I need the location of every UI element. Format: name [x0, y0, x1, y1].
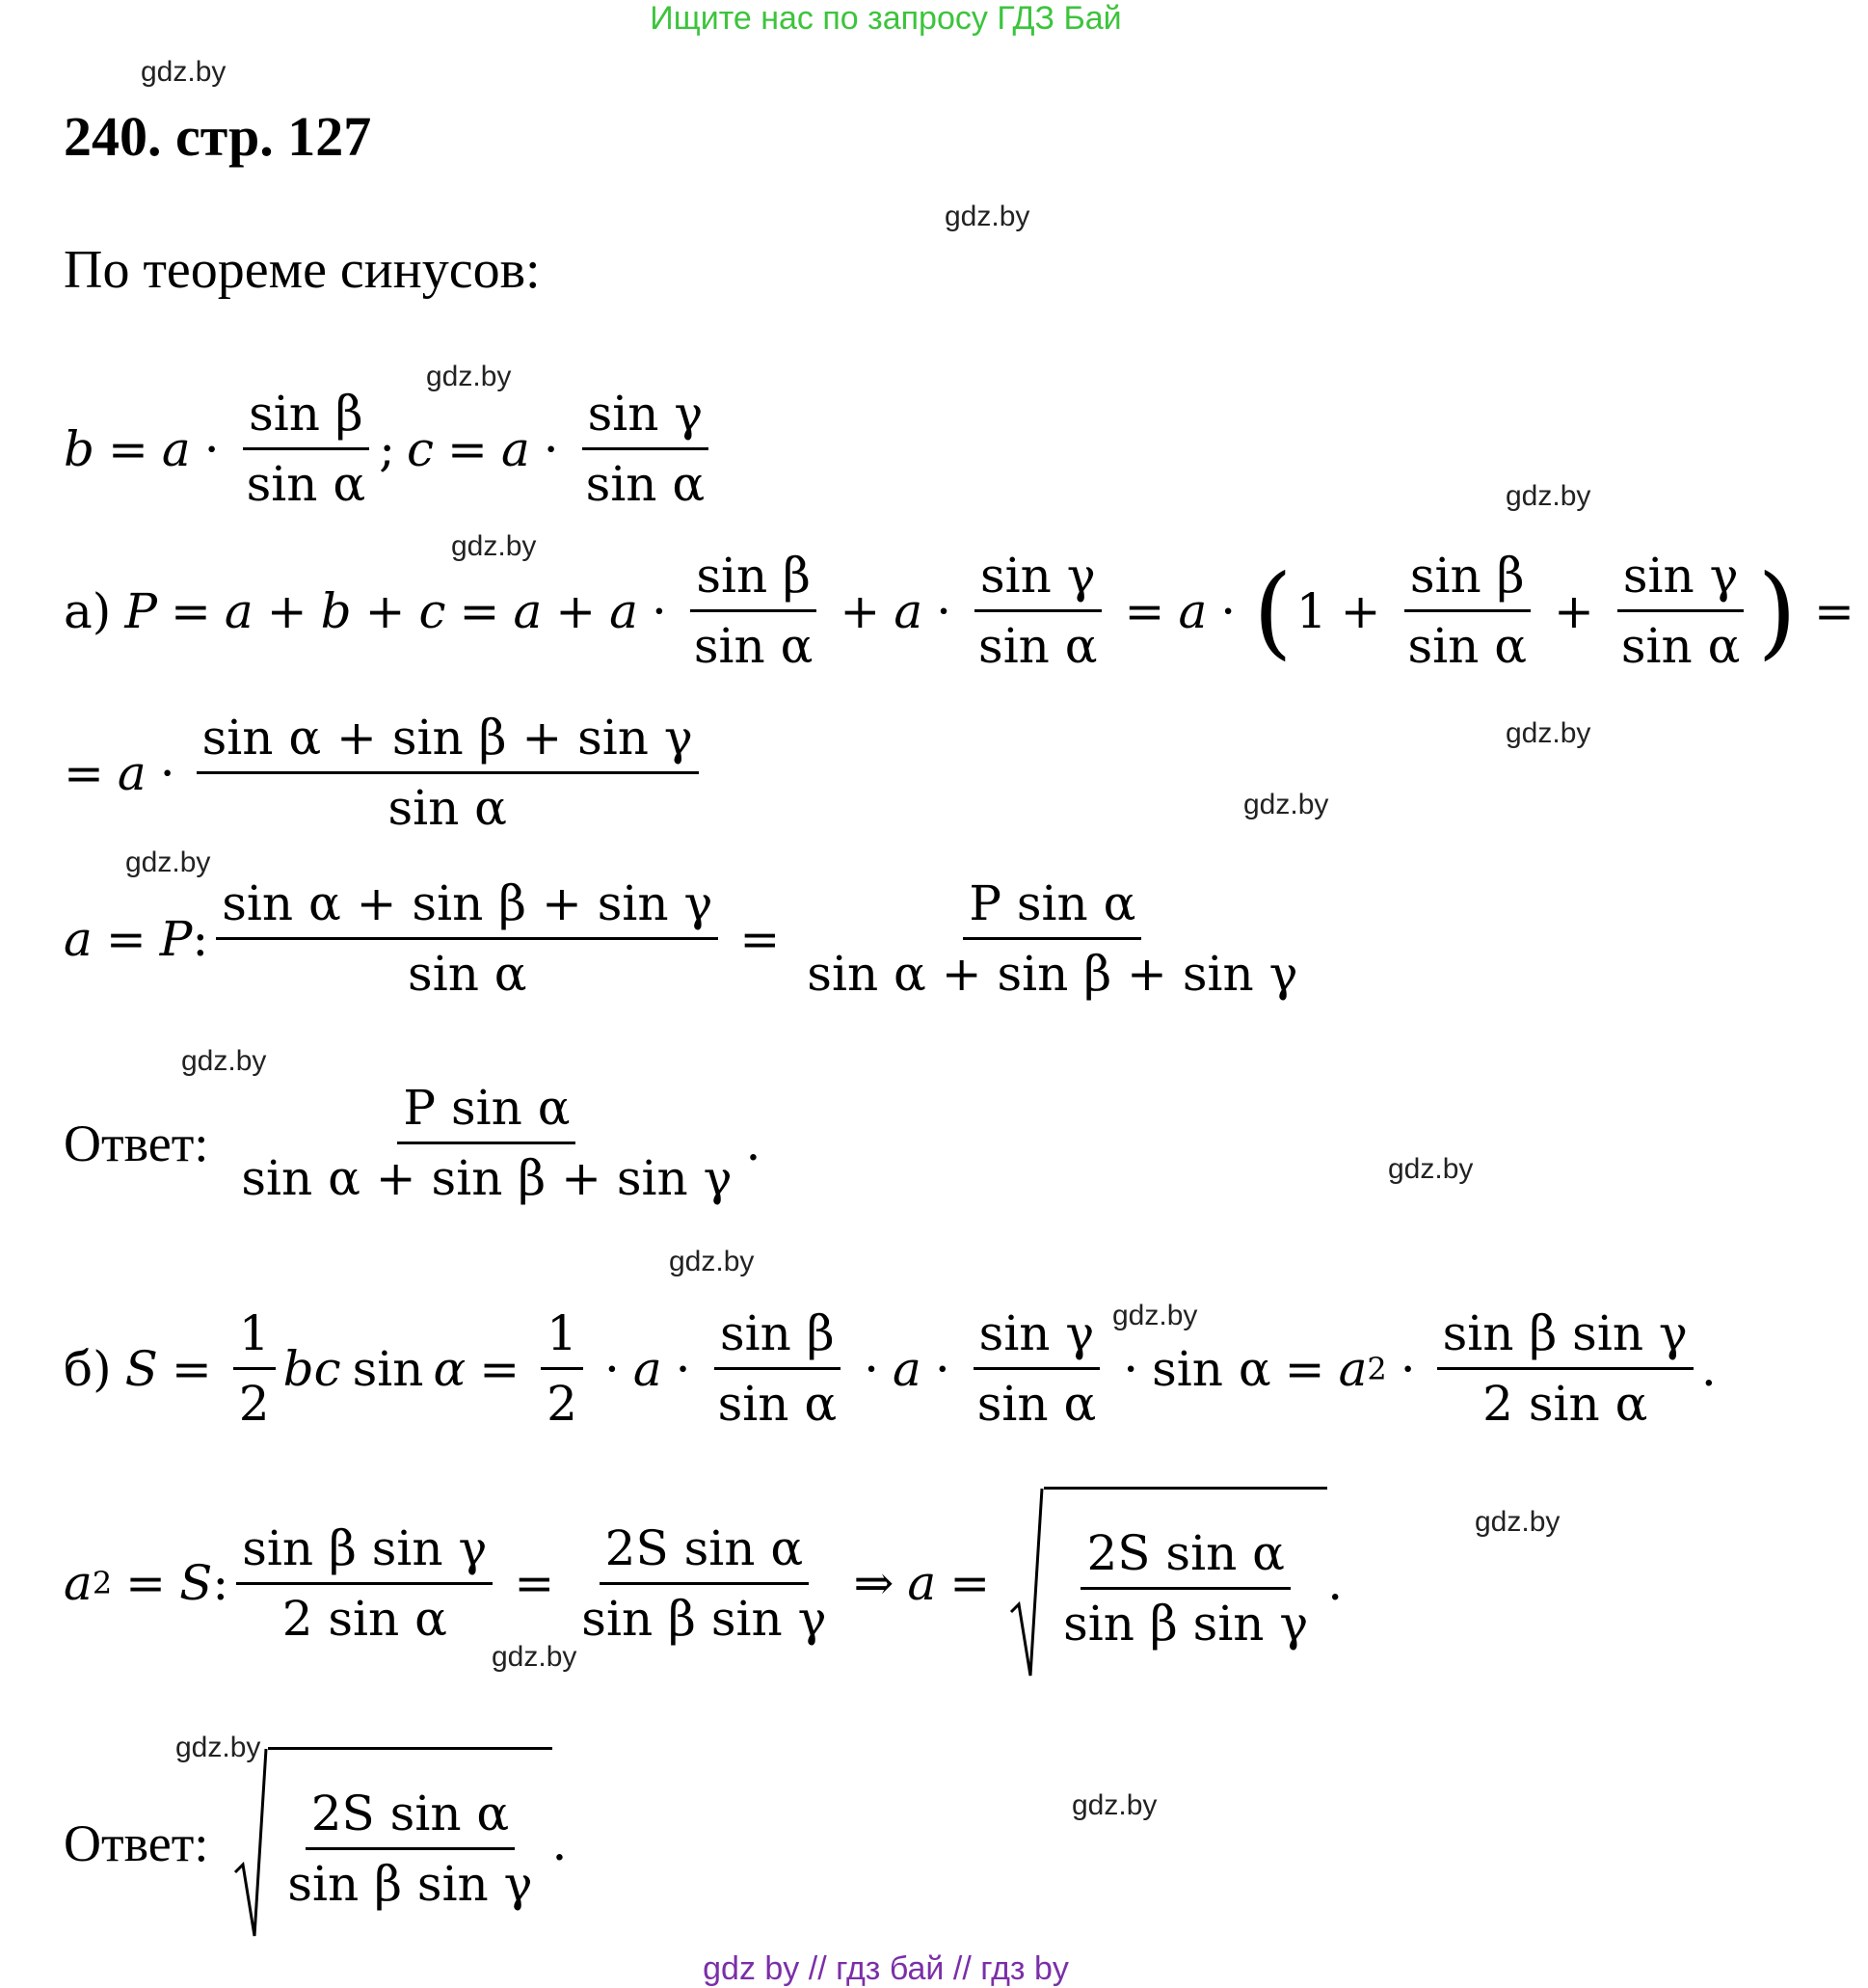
numerator: sin α + sin β + sin γ	[216, 875, 718, 940]
denominator: 2 sin α	[281, 1590, 447, 1647]
numerator: sin β	[714, 1305, 841, 1370]
period: .	[1327, 1555, 1344, 1611]
denominator: sin α	[1620, 618, 1741, 674]
numerator: 2S sin α	[600, 1520, 809, 1585]
var-a: a	[117, 744, 147, 801]
op-colon: :	[192, 910, 209, 967]
op-eq: =	[514, 1555, 555, 1611]
answer-b	[64, 1747, 567, 1940]
denominator: sin α	[976, 1376, 1097, 1432]
right-paren: )	[1757, 551, 1797, 670]
fraction	[241, 386, 372, 512]
formula-side-a-sq	[64, 1487, 1343, 1679]
sin-text: sin	[352, 1340, 424, 1397]
fraction	[688, 548, 819, 674]
footer-text: gdz by // гдз бай // гдз by	[703, 1950, 1069, 1987]
watermark: gdz.by	[175, 1732, 261, 1763]
watermark: gdz.by	[1388, 1153, 1474, 1185]
denominator: sin α	[717, 1376, 838, 1432]
denominator: sin α	[693, 618, 814, 674]
fraction	[712, 1305, 843, 1432]
op-dot: ·	[603, 1340, 620, 1397]
fraction	[235, 1080, 737, 1206]
watermark: gdz.by	[141, 56, 227, 88]
part-label-a: а)	[64, 582, 112, 639]
var-a: a	[907, 1555, 937, 1611]
watermark: gdz.by	[1506, 717, 1591, 749]
watermark: gdz.by	[669, 1246, 755, 1277]
banner-text: Ищите нас по запросу ГДЗ Бай	[650, 0, 1122, 37]
fraction	[541, 1305, 583, 1432]
op-plus: +	[1553, 582, 1594, 639]
radical-sign-icon	[233, 1747, 268, 1940]
numerator: sin γ	[1617, 548, 1745, 612]
op-plus: +	[266, 582, 307, 639]
watermark: gdz.by	[1475, 1506, 1561, 1538]
op-eq: =	[1124, 582, 1165, 639]
denominator: sin α	[1407, 618, 1527, 674]
sin-alpha: sin α	[1152, 1340, 1271, 1397]
denominator: 2 sin α	[1482, 1376, 1648, 1432]
op-eq: =	[459, 582, 500, 639]
square-root	[233, 1747, 551, 1940]
numerator: 1	[233, 1305, 276, 1370]
watermark: gdz.by	[1506, 480, 1591, 512]
watermark: gdz.by	[945, 201, 1030, 232]
exponent: 2	[1367, 1350, 1387, 1387]
op-eq: =	[64, 744, 104, 801]
fraction	[216, 875, 718, 1002]
var-a: a	[609, 582, 638, 639]
numerator: sin γ	[974, 1305, 1101, 1370]
numerator: sin β sin γ	[1437, 1305, 1694, 1370]
fraction	[233, 1305, 276, 1432]
formula-perimeter	[64, 548, 1868, 674]
denominator: sin α + sin β + sin γ	[807, 946, 1298, 1002]
answer-a	[64, 1080, 761, 1206]
op-eq: =	[108, 420, 148, 477]
var-a: a	[1178, 582, 1208, 639]
var-a: a	[894, 582, 923, 639]
fraction	[973, 548, 1104, 674]
denominator: sin α	[978, 618, 1098, 674]
square-root	[1009, 1487, 1327, 1679]
op-dot: ·	[864, 1340, 879, 1397]
number-one: 1	[1295, 582, 1327, 639]
denominator: 2	[238, 1376, 270, 1432]
exponent: 2	[92, 1565, 113, 1601]
op-eq: =	[105, 910, 147, 967]
denominator: sin α + sin β + sin γ	[241, 1150, 733, 1206]
var-a: a	[224, 582, 254, 639]
radical-sign-icon	[1009, 1487, 1044, 1679]
op-eq: =	[125, 1555, 167, 1611]
op-dot: ·	[159, 744, 175, 801]
numerator: sin β sin γ	[236, 1520, 493, 1585]
op-eq: =	[447, 420, 488, 477]
op-eq: =	[1813, 582, 1855, 639]
op-dot: ·	[651, 582, 667, 639]
watermark: gdz.by	[426, 361, 512, 392]
var-P: P	[159, 910, 193, 967]
denominator: sin α	[387, 780, 507, 836]
semicolon: ;	[379, 420, 396, 477]
var-P: P	[124, 582, 157, 639]
var-a: a	[161, 420, 191, 477]
op-eq: =	[171, 1340, 212, 1397]
var-c: c	[418, 582, 446, 639]
op-plus: +	[555, 582, 597, 639]
period: .	[1700, 1340, 1717, 1397]
denominator: sin β sin γ	[1063, 1596, 1309, 1652]
var-c: c	[407, 420, 435, 477]
fraction	[972, 1305, 1103, 1432]
op-dot: ·	[936, 582, 952, 639]
op-colon: :	[212, 1555, 229, 1611]
formula-sine-theorem	[64, 386, 718, 512]
op-implies: ⇒	[853, 1555, 894, 1611]
op-dot: ·	[1123, 1340, 1139, 1397]
fraction	[801, 875, 1303, 1002]
formula-area	[64, 1305, 1717, 1432]
watermark: gdz.by	[451, 530, 537, 562]
op-plus: +	[364, 582, 406, 639]
fraction	[236, 1520, 493, 1647]
period: .	[745, 1115, 761, 1171]
fraction	[281, 1786, 538, 1912]
denominator: sin α	[585, 456, 706, 512]
formula-side-a	[64, 875, 1311, 1002]
fraction	[1615, 548, 1747, 674]
numerator: P sin α	[963, 875, 1141, 940]
watermark: gdz.by	[125, 846, 211, 878]
var-alpha: α	[433, 1340, 467, 1397]
denominator: sin α	[408, 946, 527, 1002]
answer-label: Ответ:	[64, 1114, 209, 1172]
op-dot: ·	[1220, 582, 1237, 639]
var-b: b	[320, 582, 352, 639]
numerator: sin α + sin β + sin γ	[197, 710, 699, 774]
var-S: S	[124, 1340, 158, 1397]
op-dot: ·	[1400, 1340, 1416, 1397]
part-label-b: б)	[64, 1340, 112, 1397]
var-b: b	[64, 420, 95, 477]
op-eq: =	[1284, 1340, 1325, 1397]
op-eq: =	[479, 1340, 520, 1397]
var-a: a	[513, 582, 543, 639]
numerator: 2S sin α	[306, 1786, 515, 1850]
op-eq: =	[739, 910, 781, 967]
intro-text: По теореме синусов:	[64, 240, 541, 300]
var-a: a	[1338, 1340, 1368, 1397]
numerator: sin γ	[582, 386, 709, 450]
fraction	[197, 710, 699, 836]
problem-heading: 240. стр. 127	[64, 105, 372, 168]
op-dot: ·	[675, 1340, 691, 1397]
op-plus: +	[840, 582, 881, 639]
period: .	[551, 1815, 568, 1871]
denominator: sin β sin γ	[287, 1856, 533, 1912]
watermark: gdz.by	[1243, 789, 1329, 820]
denominator: sin α	[246, 456, 366, 512]
watermark: gdz.by	[1072, 1789, 1158, 1821]
numerator: sin γ	[974, 548, 1102, 612]
answer-label: Ответ:	[64, 1814, 209, 1872]
var-a: a	[64, 910, 93, 967]
fraction	[1401, 548, 1533, 674]
numerator: 2S sin α	[1081, 1525, 1290, 1590]
op-dot: ·	[934, 1340, 950, 1397]
fraction	[1057, 1525, 1314, 1652]
formula-perimeter-cont	[64, 710, 707, 836]
var-a: a	[893, 1340, 921, 1397]
var-bc: bc	[282, 1340, 341, 1397]
watermark: gdz.by	[492, 1641, 577, 1673]
numerator: sin β	[690, 548, 816, 612]
op-dot: ·	[203, 420, 220, 477]
watermark: gdz.by	[181, 1045, 267, 1077]
var-a: a	[64, 1555, 93, 1611]
fraction	[1437, 1305, 1694, 1432]
numerator: P sin α	[397, 1080, 575, 1144]
var-a: a	[632, 1340, 662, 1397]
numerator: sin β	[1404, 548, 1531, 612]
var-a: a	[500, 420, 530, 477]
numerator: 1	[541, 1305, 583, 1370]
op-eq: =	[170, 582, 211, 639]
numerator: sin β	[243, 386, 369, 450]
denominator: 2	[547, 1376, 577, 1432]
op-plus: +	[1340, 582, 1381, 639]
op-dot: ·	[543, 420, 559, 477]
fraction	[575, 1520, 832, 1647]
left-paren: (	[1253, 551, 1293, 670]
op-eq: =	[949, 1555, 991, 1611]
watermark: gdz.by	[1112, 1300, 1198, 1331]
var-S: S	[179, 1555, 213, 1611]
fraction	[580, 386, 711, 512]
denominator: sin β sin γ	[581, 1590, 827, 1647]
